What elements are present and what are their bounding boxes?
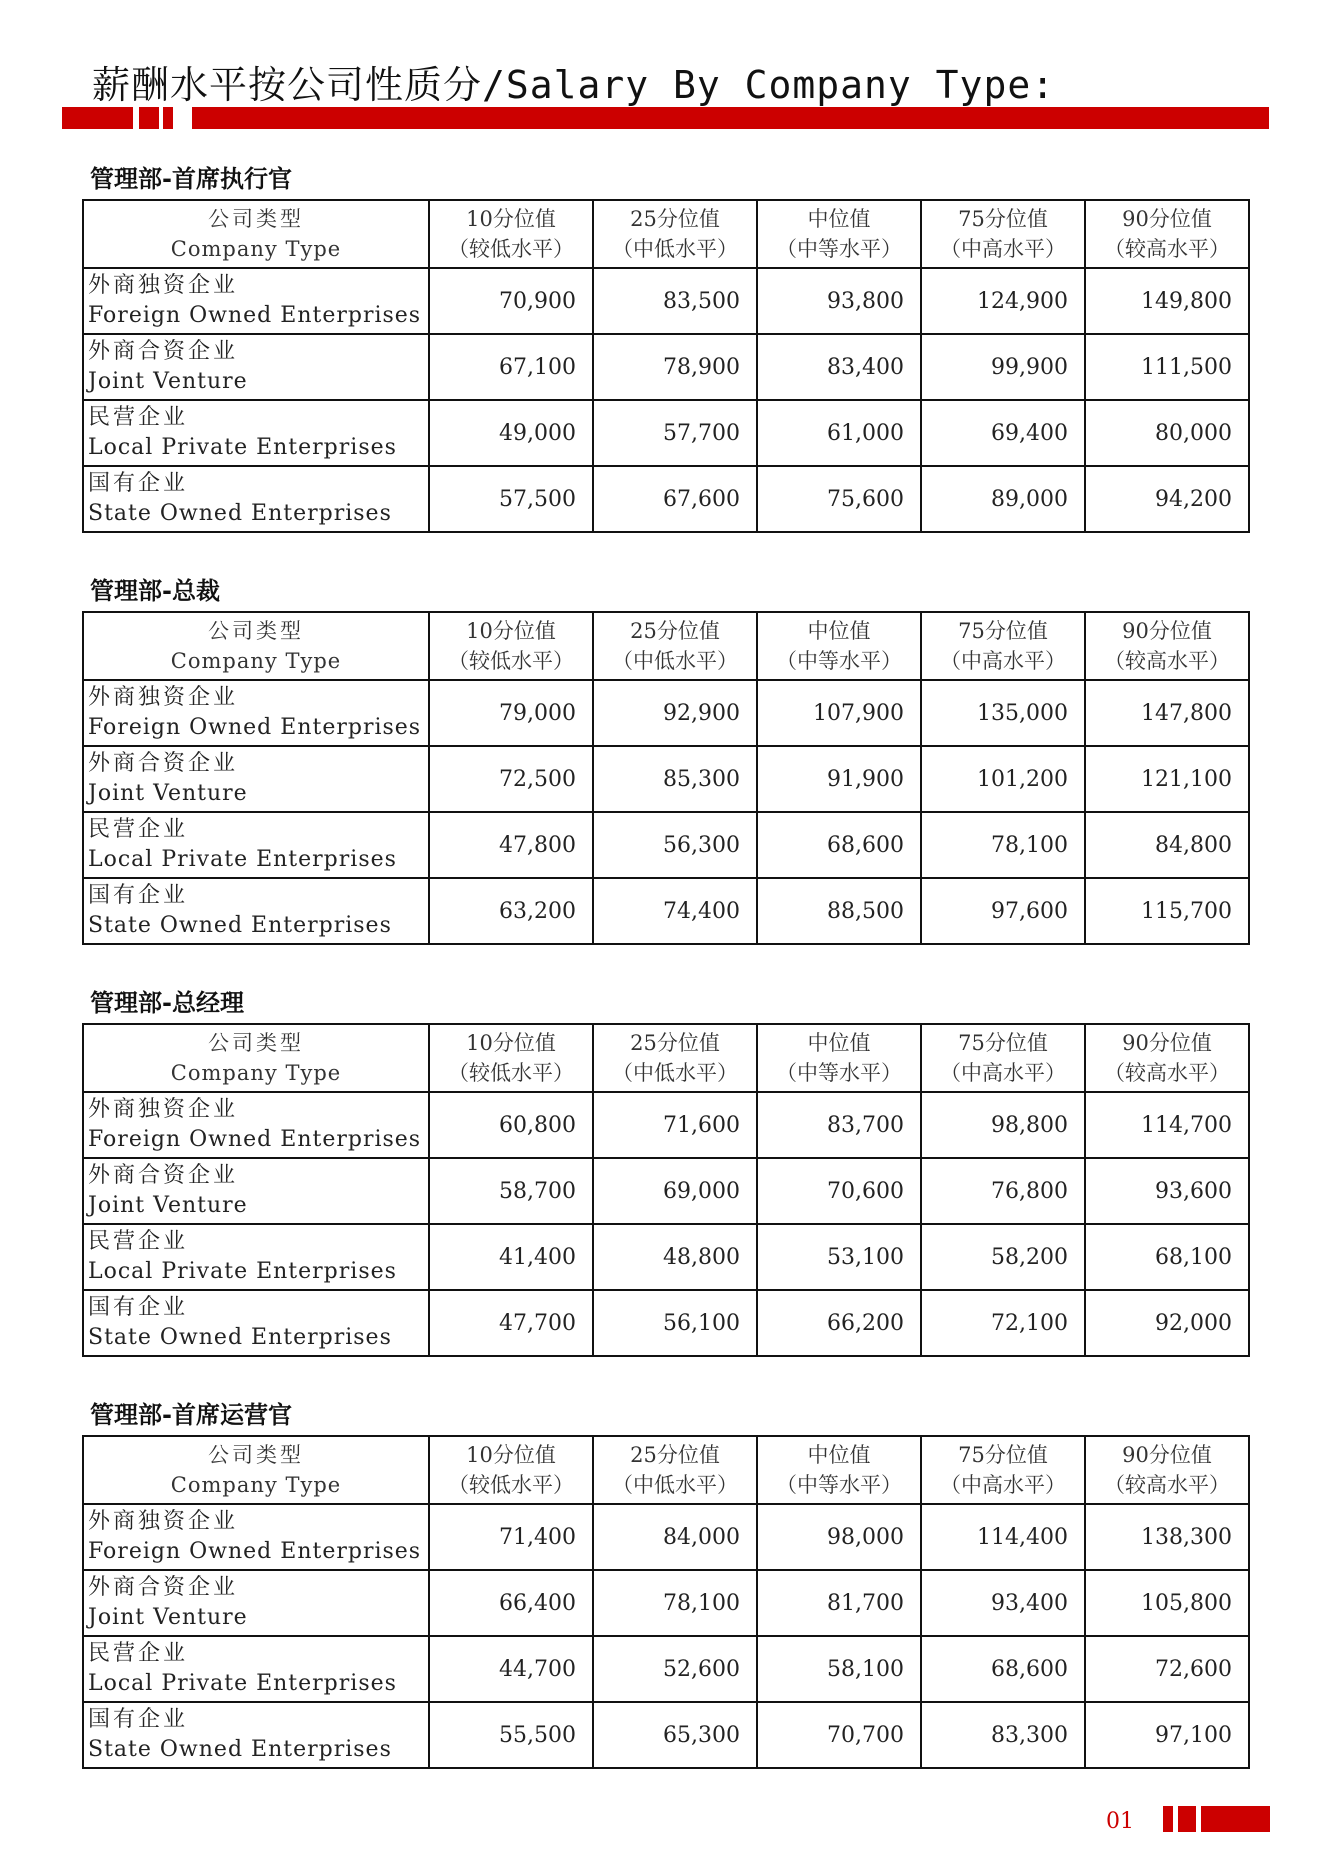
header-percentile [921, 1024, 1085, 1092]
company-type-cell [83, 1702, 429, 1768]
header-percentile [757, 1024, 921, 1092]
salary-value-cell: 88,500 [757, 878, 921, 944]
salary-value-cell: 89,000 [921, 466, 1085, 532]
salary-value-cell: 91,900 [757, 746, 921, 812]
company-type-cn: 民营企业 [88, 817, 189, 842]
header-percentile-label: 75分位值 [958, 1443, 1048, 1467]
salary-table [82, 1435, 1250, 1769]
header-percentile [593, 612, 757, 680]
salary-value-cell: 92,000 [1085, 1290, 1249, 1356]
header-percentile-label: 中位值 [807, 1443, 871, 1467]
header-percentile-label: 25分位值 [630, 619, 720, 643]
header-company-cn: 公司类型 [208, 1031, 304, 1055]
salary-value-cell: 79,000 [429, 680, 593, 746]
salary-value-cell: 68,600 [757, 812, 921, 878]
salary-value-cell: 76,800 [921, 1158, 1085, 1224]
salary-value-cell: 84,800 [1085, 812, 1249, 878]
company-type-cn: 外商合资企业 [88, 1575, 239, 1600]
salary-value-cell: 98,000 [757, 1504, 921, 1570]
header-percentile-label: 25分位值 [630, 1031, 720, 1055]
salary-section [82, 983, 1248, 1357]
salary-value-cell: 93,600 [1085, 1158, 1249, 1224]
salary-value-cell: 41,400 [429, 1224, 593, 1290]
header-percentile-label: 中位值 [807, 619, 871, 643]
header-percentile-label: 10分位值 [466, 207, 556, 231]
header-percentile [429, 1436, 593, 1504]
salary-value-cell: 114,400 [921, 1504, 1085, 1570]
salary-value-cell: 66,400 [429, 1570, 593, 1636]
company-type-en: State Owned Enterprises [88, 1737, 392, 1762]
company-type-cn: 国有企业 [88, 1295, 189, 1320]
salary-value-cell: 65,300 [593, 1702, 757, 1768]
header-percentile-level: （中低水平） [612, 1473, 738, 1497]
company-type-en: Foreign Owned Enterprises [88, 715, 422, 740]
salary-value-cell: 124,900 [921, 268, 1085, 334]
salary-section [82, 1395, 1248, 1769]
salary-value-cell: 81,700 [757, 1570, 921, 1636]
company-type-cell [83, 268, 429, 334]
salary-value-cell: 72,100 [921, 1290, 1085, 1356]
salary-value-cell: 56,100 [593, 1290, 757, 1356]
salary-value-cell: 58,700 [429, 1158, 593, 1224]
header-percentile-label: 10分位值 [466, 1443, 556, 1467]
salary-value-cell: 78,100 [593, 1570, 757, 1636]
header-percentile-level: （中高水平） [940, 1061, 1066, 1085]
salary-value-cell: 60,800 [429, 1092, 593, 1158]
salary-value-cell: 94,200 [1085, 466, 1249, 532]
salary-value-cell: 58,100 [757, 1636, 921, 1702]
page-title: 薪酬水平按公司性质分/Salary By Company Type: [92, 63, 1056, 107]
company-type-cell [83, 680, 429, 746]
header-accent-bar [62, 107, 133, 129]
salary-value-cell: 44,700 [429, 1636, 593, 1702]
company-type-en: Foreign Owned Enterprises [88, 303, 422, 328]
header-percentile-level: （较低水平） [448, 1061, 574, 1085]
company-type-cell [83, 1158, 429, 1224]
header-company-type [83, 612, 429, 680]
salary-value-cell: 115,700 [1085, 878, 1249, 944]
header-percentile-level: （中等水平） [776, 1473, 902, 1497]
header-percentile-label: 25分位值 [630, 1443, 720, 1467]
table-header-row [83, 1024, 1249, 1092]
company-type-cn: 外商合资企业 [88, 751, 239, 776]
header-percentile-label: 90分位值 [1122, 1443, 1212, 1467]
salary-value-cell: 47,800 [429, 812, 593, 878]
header-percentile [757, 612, 921, 680]
header-percentile-level: （较低水平） [448, 649, 574, 673]
header-percentile-label: 中位值 [807, 207, 871, 231]
salary-value-cell: 107,900 [757, 680, 921, 746]
salary-value-cell: 138,300 [1085, 1504, 1249, 1570]
salary-value-cell: 67,100 [429, 334, 593, 400]
salary-value-cell: 101,200 [921, 746, 1085, 812]
salary-value-cell: 47,700 [429, 1290, 593, 1356]
salary-value-cell: 53,100 [757, 1224, 921, 1290]
salary-value-cell: 78,900 [593, 334, 757, 400]
salary-value-cell: 72,600 [1085, 1636, 1249, 1702]
header-company-type [83, 200, 429, 268]
salary-value-cell: 83,700 [757, 1092, 921, 1158]
salary-value-cell: 57,700 [593, 400, 757, 466]
header-percentile [757, 200, 921, 268]
header-percentile-level: （较高水平） [1104, 649, 1230, 673]
header-percentile-level: （中等水平） [776, 237, 902, 261]
header-percentile-level: （中低水平） [612, 649, 738, 673]
header-percentile-level: （较低水平） [448, 237, 574, 261]
header-company-cn: 公司类型 [208, 619, 304, 643]
table-row [83, 268, 1249, 334]
section-title: 管理部-总裁 [90, 577, 220, 605]
header-percentile [429, 200, 593, 268]
salary-value-cell: 71,600 [593, 1092, 757, 1158]
header-percentile-level: （较低水平） [448, 1473, 574, 1497]
company-type-en: State Owned Enterprises [88, 913, 392, 938]
header-percentile-label: 10分位值 [466, 1031, 556, 1055]
company-type-en: Foreign Owned Enterprises [88, 1539, 422, 1564]
salary-value-cell: 92,900 [593, 680, 757, 746]
salary-value-cell: 97,100 [1085, 1702, 1249, 1768]
header-percentile-label: 10分位值 [466, 619, 556, 643]
header-percentile [1085, 1436, 1249, 1504]
company-type-cn: 民营企业 [88, 405, 189, 430]
salary-value-cell: 78,100 [921, 812, 1085, 878]
header-company-en: Company Type [170, 237, 342, 261]
company-type-cell [83, 746, 429, 812]
table-header-row [83, 200, 1249, 268]
company-type-cell [83, 878, 429, 944]
table-header-row [83, 1436, 1249, 1504]
company-type-en: Joint Venture [88, 1193, 248, 1218]
company-type-cn: 外商独资企业 [88, 273, 239, 298]
page-number: 01 [1106, 1809, 1134, 1834]
salary-value-cell: 67,600 [593, 466, 757, 532]
header-accent-bar [192, 107, 1269, 129]
table-row [83, 466, 1249, 532]
company-type-cn: 外商独资企业 [88, 1509, 239, 1534]
company-type-cn: 外商合资企业 [88, 1163, 239, 1188]
salary-section [82, 571, 1248, 945]
salary-value-cell: 114,700 [1085, 1092, 1249, 1158]
section-title: 管理部-总经理 [90, 989, 244, 1017]
company-type-cell [83, 400, 429, 466]
footer-accent-bar [1178, 1806, 1196, 1832]
salary-value-cell: 83,400 [757, 334, 921, 400]
company-type-en: Local Private Enterprises [88, 1671, 397, 1696]
header-percentile-label: 90分位值 [1122, 619, 1212, 643]
salary-value-cell: 57,500 [429, 466, 593, 532]
header-percentile-level: （中等水平） [776, 1061, 902, 1085]
company-type-cn: 国有企业 [88, 1707, 189, 1732]
salary-value-cell: 68,100 [1085, 1224, 1249, 1290]
salary-value-cell: 97,600 [921, 878, 1085, 944]
company-type-en: Joint Venture [88, 1605, 248, 1630]
header-company-en: Company Type [170, 649, 342, 673]
header-percentile [921, 1436, 1085, 1504]
header-percentile-level: （中高水平） [940, 649, 1066, 673]
company-type-en: Local Private Enterprises [88, 847, 397, 872]
header-percentile-level: （中高水平） [940, 1473, 1066, 1497]
salary-value-cell: 93,400 [921, 1570, 1085, 1636]
company-type-en: State Owned Enterprises [88, 501, 392, 526]
table-row [83, 1158, 1249, 1224]
salary-value-cell: 70,600 [757, 1158, 921, 1224]
salary-value-cell: 98,800 [921, 1092, 1085, 1158]
table-row [83, 400, 1249, 466]
header-percentile [1085, 612, 1249, 680]
header-company-type [83, 1436, 429, 1504]
header-percentile [593, 200, 757, 268]
company-type-cn: 国有企业 [88, 471, 189, 496]
table-row [83, 1702, 1249, 1768]
footer-accent-bar [1201, 1806, 1270, 1832]
company-type-cn: 国有企业 [88, 883, 189, 908]
header-percentile-level: （较高水平） [1104, 1061, 1230, 1085]
header-percentile-level: （中高水平） [940, 237, 1066, 261]
salary-value-cell: 68,600 [921, 1636, 1085, 1702]
table-header-row [83, 612, 1249, 680]
salary-value-cell: 83,300 [921, 1702, 1085, 1768]
salary-value-cell: 69,000 [593, 1158, 757, 1224]
salary-value-cell: 49,000 [429, 400, 593, 466]
salary-section [82, 159, 1248, 533]
company-type-cell [83, 466, 429, 532]
header-percentile-level: （中低水平） [612, 237, 738, 261]
salary-value-cell: 99,900 [921, 334, 1085, 400]
table-row [83, 1224, 1249, 1290]
salary-value-cell: 71,400 [429, 1504, 593, 1570]
company-type-en: Foreign Owned Enterprises [88, 1127, 422, 1152]
salary-value-cell: 85,300 [593, 746, 757, 812]
salary-value-cell: 63,200 [429, 878, 593, 944]
company-type-cn: 民营企业 [88, 1641, 189, 1666]
company-type-cn: 外商独资企业 [88, 685, 239, 710]
header-percentile-level: （较高水平） [1104, 1473, 1230, 1497]
header-company-cn: 公司类型 [208, 207, 304, 231]
header-percentile [921, 200, 1085, 268]
salary-value-cell: 147,800 [1085, 680, 1249, 746]
header-percentile [593, 1436, 757, 1504]
company-type-cell [83, 1570, 429, 1636]
table-row [83, 1504, 1249, 1570]
salary-value-cell: 75,600 [757, 466, 921, 532]
header-percentile-label: 25分位值 [630, 207, 720, 231]
section-title: 管理部-首席运营官 [90, 1401, 292, 1429]
header-percentile-level: （中等水平） [776, 649, 902, 673]
company-type-cn: 外商合资企业 [88, 339, 239, 364]
table-row [83, 680, 1249, 746]
salary-value-cell: 93,800 [757, 268, 921, 334]
company-type-en: State Owned Enterprises [88, 1325, 392, 1350]
header-company-en: Company Type [170, 1473, 342, 1497]
company-type-cell [83, 1092, 429, 1158]
salary-value-cell: 58,200 [921, 1224, 1085, 1290]
salary-value-cell: 61,000 [757, 400, 921, 466]
salary-table [82, 199, 1250, 533]
salary-value-cell: 70,900 [429, 268, 593, 334]
salary-value-cell: 48,800 [593, 1224, 757, 1290]
table-row [83, 1636, 1249, 1702]
company-type-en: Joint Venture [88, 369, 248, 394]
salary-value-cell: 111,500 [1085, 334, 1249, 400]
header-percentile [1085, 200, 1249, 268]
header-accent-bar [139, 107, 159, 129]
salary-table [82, 611, 1250, 945]
section-title: 管理部-首席执行官 [90, 165, 292, 193]
header-percentile-level: （中低水平） [612, 1061, 738, 1085]
table-row [83, 1570, 1249, 1636]
company-type-en: Joint Venture [88, 781, 248, 806]
company-type-cell [83, 1224, 429, 1290]
company-type-cell [83, 812, 429, 878]
header-percentile [1085, 1024, 1249, 1092]
header-company-type [83, 1024, 429, 1092]
salary-value-cell: 135,000 [921, 680, 1085, 746]
footer-accent-bar [1163, 1806, 1173, 1832]
header-percentile-label: 75分位值 [958, 619, 1048, 643]
salary-value-cell: 70,700 [757, 1702, 921, 1768]
header-percentile [921, 612, 1085, 680]
table-row [83, 746, 1249, 812]
company-type-en: Local Private Enterprises [88, 435, 397, 460]
company-type-en: Local Private Enterprises [88, 1259, 397, 1284]
company-type-cn: 民营企业 [88, 1229, 189, 1254]
header-company-en: Company Type [170, 1061, 342, 1085]
company-type-cell [83, 1636, 429, 1702]
table-row [83, 1092, 1249, 1158]
header-percentile [757, 1436, 921, 1504]
header-percentile [593, 1024, 757, 1092]
salary-value-cell: 66,200 [757, 1290, 921, 1356]
salary-table [82, 1023, 1250, 1357]
header-percentile-label: 90分位值 [1122, 207, 1212, 231]
salary-value-cell: 55,500 [429, 1702, 593, 1768]
table-row [83, 878, 1249, 944]
header-percentile-label: 中位值 [807, 1031, 871, 1055]
table-row [83, 1290, 1249, 1356]
salary-value-cell: 56,300 [593, 812, 757, 878]
salary-value-cell: 149,800 [1085, 268, 1249, 334]
company-type-cell [83, 334, 429, 400]
header-percentile-level: （较高水平） [1104, 237, 1230, 261]
salary-value-cell: 69,400 [921, 400, 1085, 466]
company-type-cn: 外商独资企业 [88, 1097, 239, 1122]
header-percentile [429, 1024, 593, 1092]
salary-value-cell: 52,600 [593, 1636, 757, 1702]
header-company-cn: 公司类型 [208, 1443, 304, 1467]
company-type-cell [83, 1290, 429, 1356]
salary-value-cell: 83,500 [593, 268, 757, 334]
table-row [83, 334, 1249, 400]
salary-value-cell: 74,400 [593, 878, 757, 944]
table-row [83, 812, 1249, 878]
salary-value-cell: 72,500 [429, 746, 593, 812]
company-type-cell [83, 1504, 429, 1570]
salary-value-cell: 80,000 [1085, 400, 1249, 466]
header-percentile-label: 75分位值 [958, 1031, 1048, 1055]
salary-value-cell: 105,800 [1085, 1570, 1249, 1636]
header-percentile [429, 612, 593, 680]
salary-value-cell: 84,000 [593, 1504, 757, 1570]
header-percentile-label: 75分位值 [958, 207, 1048, 231]
salary-value-cell: 121,100 [1085, 746, 1249, 812]
header-percentile-label: 90分位值 [1122, 1031, 1212, 1055]
header-accent-bar [163, 107, 173, 129]
